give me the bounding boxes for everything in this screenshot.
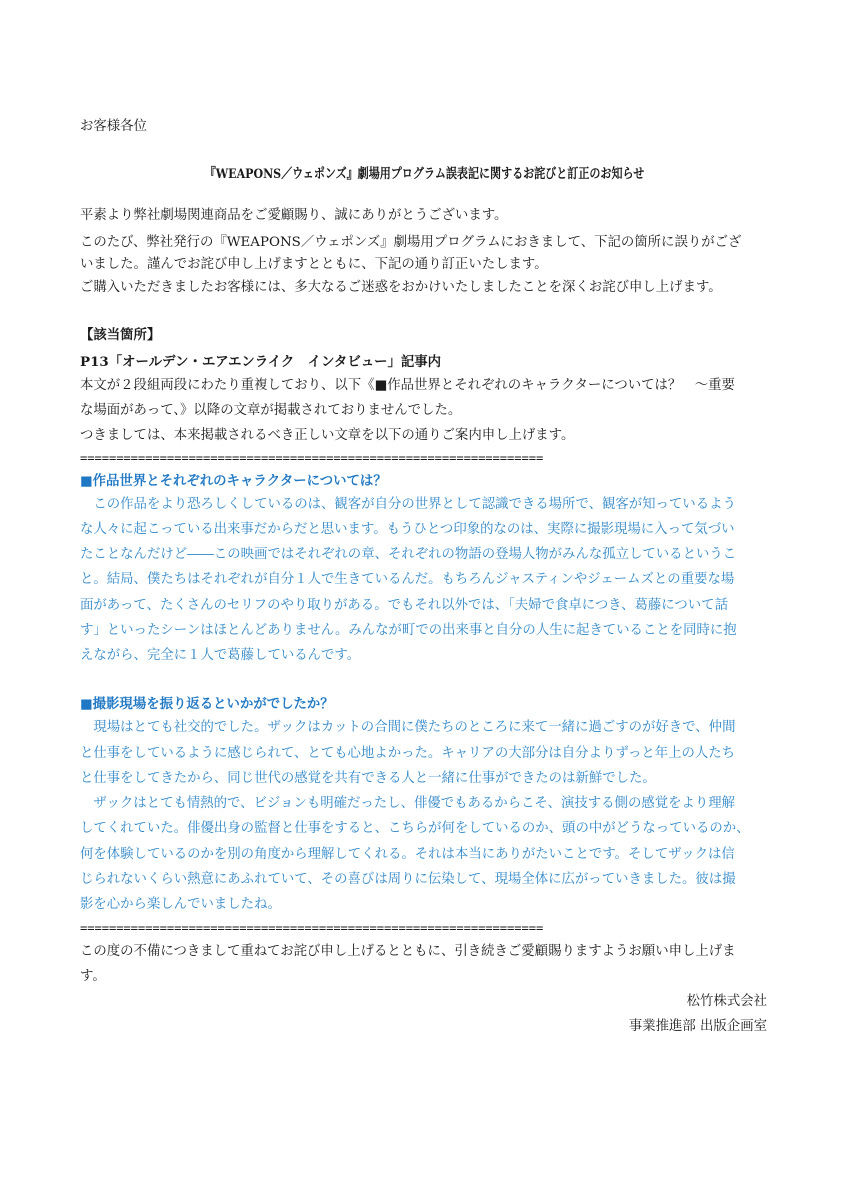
q1-line: たことなんだけど――この映画ではそれぞれの章、それぞれの物語の登場人物がみんな孤立しているというこ [80, 547, 737, 562]
q1-line: と。結局、僕たちはそれぞれが自分１人で生きているんだ。もちろんジャスティンやジェームズとの重要な場 [80, 572, 735, 587]
page-title: 『WEAPONS／ウェポンズ』劇場用プログラム誤表記に関するお詫びと訂正のお知らせ [204, 166, 645, 182]
separator-bottom: ================================================================ [80, 921, 544, 935]
section-heading: 【該当箇所】 [80, 327, 161, 343]
section-body-line: な場面があって、》以降の文章が掲載されておりませんでした。 [80, 403, 462, 418]
q2-line: 影を心から楽しんでいましたね。 [80, 897, 281, 912]
section-body-line: 本文が２段組両段にわたり重複しており、以下《■作品世界とそれぞれのキャラクターについては？ ～重要 [80, 378, 735, 393]
q2-line: と仕事をしているように感じられて、とても心地よかった。キャリアの大部分は自分よりずっと年上の人たち [80, 746, 736, 761]
signature-company: 松竹株式会社 [686, 994, 767, 1009]
q2-line: と仕事をしてきたから、同じ世代の感覚を共有できる人と一緒に仕事ができたのは新鮮でした。 [80, 771, 656, 786]
closing-line: す。 [80, 969, 106, 984]
q1-line: 面があって、たくさんのセリフのやり取りがある。でもそれ以外では、「夫婦で食卓につき、葛藤について話 [80, 598, 728, 613]
section-subheading: P13「オールデン・エアエンライク インタビュー」記事内 [80, 354, 442, 370]
q2-heading: ■撮影現場を振り返るといかがでしたか？ [80, 696, 334, 712]
q1-line: す」といったシーンはほとんどありません。みんなが町での出来事と自分の人生に起きていることを同時に抱 [80, 623, 737, 638]
intro-line: このたび、弊社発行の『WEAPONS／ウェポンズ』劇場用プログラムにおきまして、下記の箇所に誤りがござ [80, 235, 742, 250]
intro-line: いました。謹んでお詫び申し上げますとともに、下記の通り訂正いたします。 [80, 257, 548, 272]
closing-line: この度の不備につきまして重ねてお詫び申し上げるとともに、引き続きご愛顧賜りますようお願い申し上げま [80, 944, 736, 959]
q2-line: 現場はとても社交的でした。ザックはカットの合間に僕たちのところに来て一緒に過ごすのが好きで、仲間 [80, 720, 736, 735]
q1-line: えながら、完全に１人で葛藤しているんです。 [80, 648, 361, 663]
q2-line: 何を体験しているのかを別の角度から理解してくれる。それは本当にありがたいことです。そしてザックは信 [80, 847, 735, 862]
signature-department: 事業推進部 出版企画室 [628, 1019, 767, 1034]
section-body-line: つきましては、本来掲載されるべき正しい文章を以下の通りご案内申し上げます。 [80, 428, 575, 443]
q2-line: ザックはとても情熱的で、ビジョンも明確だったし、俳優でもあるからこそ、演技する側の感覚をより理解 [80, 796, 736, 811]
q2-line: してくれていた。俳優出身の監督と仕事をすると、こちらが何をしているのか、頭の中がどうなっているのか、 [80, 821, 750, 836]
q1-heading: ■作品世界とそれぞれのキャラクターについては？ [80, 473, 387, 489]
intro-line: 平素より弊社劇場関連商品をご愛顧賜り、誠にありがとうございます。 [80, 208, 508, 223]
intro-line: ご購入いただきましたお客様には、多大なるご迷惑をおかけいたしましたことを深くお詫び申し上げます。 [80, 280, 722, 295]
q1-line: な人々に起こっている出来事だからだと思います。もうひとつ印象的なのは、実際に撮影現場に入って気づい [80, 522, 735, 537]
q2-line: じられないくらい熱意にあふれていて、その喜びは周りに伝染して、現場全体に広がっていきました。彼は撮 [80, 872, 736, 887]
q1-line: この作品をより恐ろしくしているのは、観客が自分の世界として認識できる場所で、観客が知っているよう [80, 497, 736, 512]
salutation: お客様各位 [80, 119, 147, 134]
separator-top: ================================================================ [80, 451, 544, 465]
